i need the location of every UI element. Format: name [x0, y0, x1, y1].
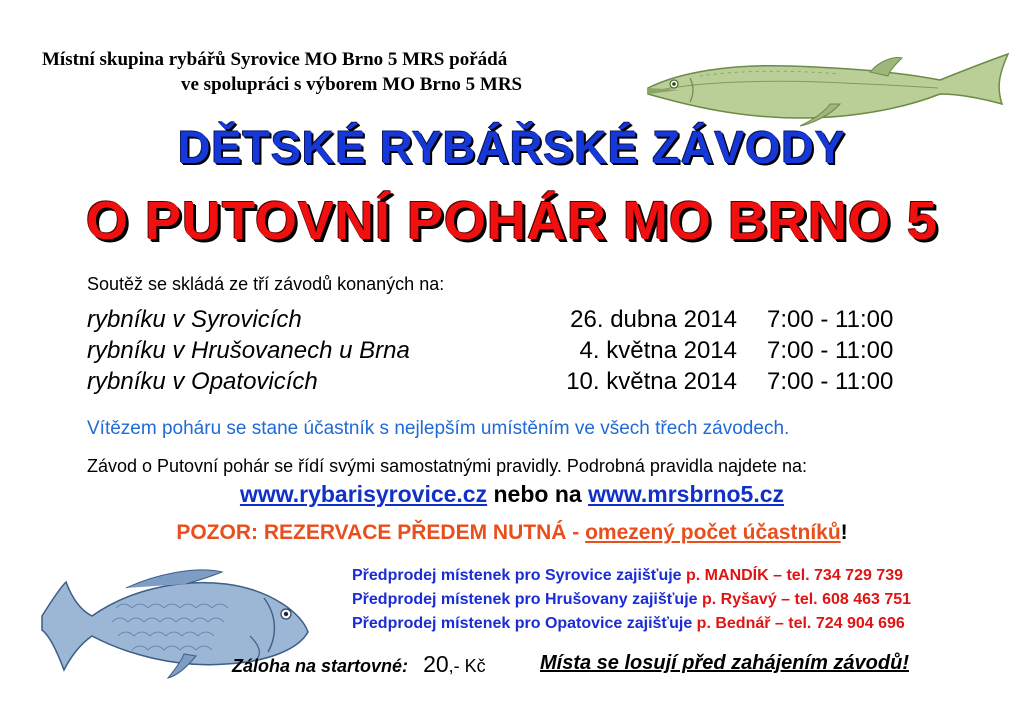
organizer-intro: [42, 47, 642, 97]
race-row: [87, 368, 927, 399]
links-separator: nebo na: [493, 481, 582, 507]
presale-row: [352, 612, 911, 636]
presale-lead: Předprodej místenek pro Hrušovany zajišťuje: [352, 591, 698, 608]
presale-person: p. Bednář – tel. 724 904 696: [696, 615, 905, 632]
race-place: rybníku v Syrovicích: [87, 306, 302, 333]
organizer-line-1: Místní skupina rybářů Syrovice MO Brno 5 MRS pořádá: [42, 49, 508, 70]
deposit-label: Záloha na startovné:: [232, 656, 409, 676]
race-time: 7:00 - 11:00: [767, 337, 894, 364]
deposit-amount: 20: [423, 651, 449, 677]
presale-contacts: [352, 564, 911, 636]
competition-intro: Soutěž se skládá ze tří závodů konaných na:: [87, 274, 445, 294]
race-time: 7:00 - 11:00: [767, 306, 894, 333]
link-rybarisyrovice[interactable]: www.rybarisyrovice.cz: [239, 481, 488, 507]
entry-deposit: [232, 651, 486, 678]
warning-exclamation: !: [840, 521, 848, 544]
race-date: 26. dubna 2014: [570, 306, 737, 333]
race-date: 4. května 2014: [579, 337, 737, 364]
pike-fish-illustration: [640, 42, 1014, 130]
presale-person: p. MANDÍK – tel. 734 729 739: [686, 567, 903, 584]
presale-lead: Předprodej místenek pro Syrovice zajišťuje: [352, 567, 682, 584]
race-time: 7:00 - 11:00: [767, 368, 894, 395]
lots-notice: Místa se losují před zahájením závodů!: [540, 652, 909, 674]
race-place: rybníku v Opatovicích: [87, 368, 318, 395]
rules-statement: Závod o Putovní pohár se řídí svými samostatnými pravidly. Podrobná pravidla najdete na:: [87, 456, 808, 476]
rules-links: [0, 481, 1024, 508]
presale-lead: Předprodej místenek pro Opatovice zajišťuje: [352, 615, 693, 632]
warning-text: POZOR: REZERVACE PŘEDEM NUTNÁ -: [176, 521, 580, 544]
race-date: 10. května 2014: [566, 368, 737, 395]
link-mrsbrno5[interactable]: www.mrsbrno5.cz: [588, 481, 785, 507]
organizer-line-2: ve spolupráci s výborem MO Brno 5 MRS: [181, 74, 523, 95]
reservation-warning: [0, 521, 1024, 545]
title-main: DĚTSKÉ RYBÁŘSKÉ ZÁVODY: [178, 122, 846, 173]
presale-row: [352, 564, 911, 588]
race-row: [87, 306, 927, 337]
race-place: rybníku v Hrušovanech u Brna: [87, 337, 410, 364]
race-schedule: [87, 306, 927, 399]
race-row: [87, 337, 927, 368]
presale-row: [352, 588, 911, 612]
presale-person: p. Ryšavý – tel. 608 463 751: [702, 591, 912, 608]
winner-statement: Vítězem poháru se stane účastník s nejlepším umístěním ve všech třech závodech.: [87, 418, 790, 439]
title-sub: O PUTOVNÍ POHÁR MO BRNO 5: [85, 191, 939, 251]
deposit-currency: ,- Kč: [448, 656, 486, 676]
warning-limit: omezený počet účastníků: [585, 521, 841, 544]
